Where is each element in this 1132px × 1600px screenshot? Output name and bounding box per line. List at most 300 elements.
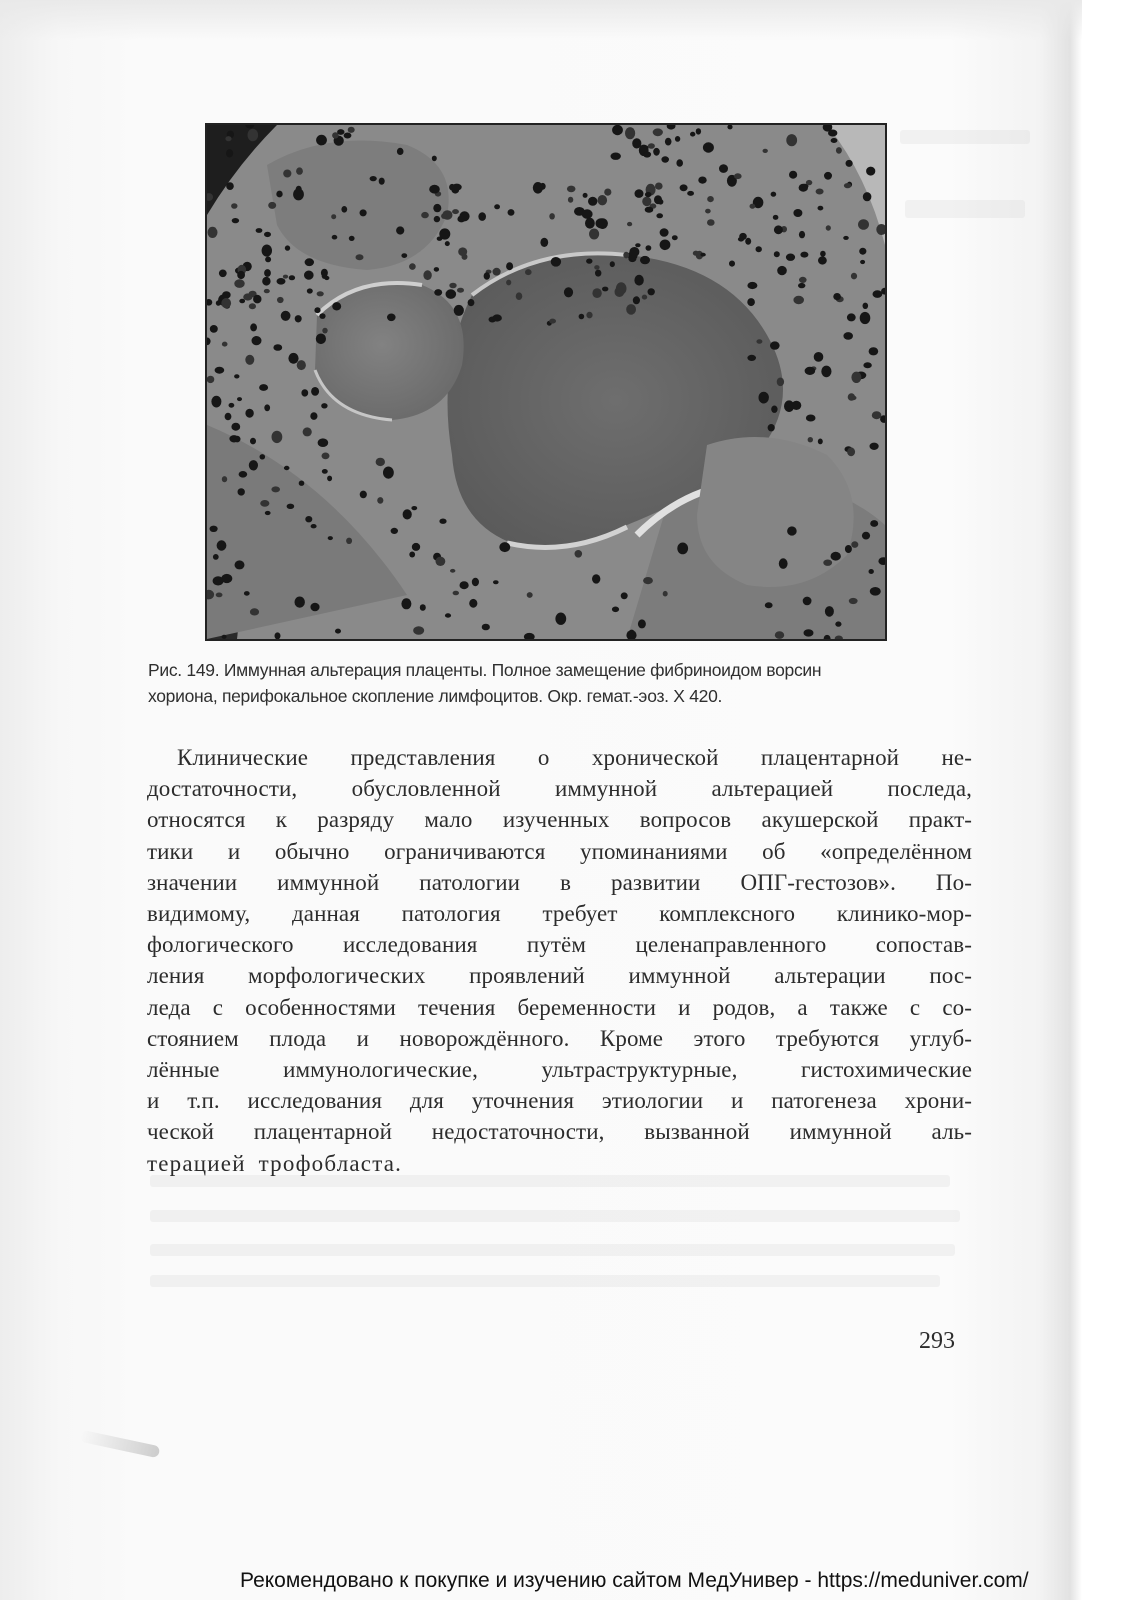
nucleus-mark	[675, 136, 680, 142]
nucleus-mark	[643, 145, 649, 150]
nucleus-mark	[770, 341, 780, 349]
nucleus-mark	[747, 282, 757, 289]
nucleus-mark	[872, 411, 882, 419]
nucleus-mark	[303, 427, 312, 436]
nucleus-mark	[525, 269, 532, 275]
nucleus-mark	[433, 204, 441, 212]
nucleus-mark	[803, 597, 812, 606]
nucleus-mark	[437, 237, 443, 241]
nucleus-mark	[264, 232, 271, 237]
nucleus-mark	[276, 191, 282, 198]
nucleus-mark	[469, 599, 477, 608]
nucleus-mark	[250, 608, 259, 615]
nucleus-mark	[508, 209, 515, 216]
nucleus-mark	[831, 552, 841, 561]
nucleus-mark	[729, 261, 735, 267]
nucleus-mark	[234, 374, 239, 378]
nucleus-mark	[360, 209, 367, 216]
nucleus-mark	[604, 189, 611, 196]
nucleus-mark	[506, 280, 511, 286]
nucleus-mark	[763, 149, 768, 153]
nucleus-mark	[655, 183, 663, 190]
nucleus-mark	[210, 526, 218, 532]
nucleus-mark	[273, 344, 282, 351]
nucleus-mark	[221, 298, 231, 308]
nucleus-mark	[301, 389, 308, 396]
nucleus-mark	[332, 235, 338, 240]
nucleus-mark	[232, 218, 239, 223]
text-line: достаточности, обусловленной иммунной альтерацией последа,	[147, 776, 972, 802]
nucleus-mark	[828, 130, 837, 137]
nucleus-mark	[705, 209, 711, 214]
nucleus-mark	[843, 236, 849, 240]
nucleus-mark	[264, 289, 270, 293]
nucleus-mark	[585, 218, 595, 229]
nucleus-mark	[250, 323, 257, 331]
nucleus-mark	[789, 171, 797, 179]
bleed-through	[150, 1275, 940, 1287]
nucleus-mark	[310, 412, 317, 420]
nucleus-mark	[262, 277, 270, 286]
nucleus-mark	[595, 270, 601, 277]
text-line: видимому, данная патология требует комплексного клинико-мор-	[147, 901, 972, 927]
nucleus-mark	[379, 178, 385, 185]
nucleus-mark	[260, 500, 269, 507]
nucleus-mark	[700, 253, 705, 257]
nucleus-mark	[243, 293, 252, 300]
nucleus-mark	[645, 192, 652, 197]
nucleus-mark	[634, 275, 643, 286]
nucleus-mark	[401, 253, 407, 258]
nucleus-mark	[457, 288, 464, 293]
nucleus-mark	[800, 252, 808, 258]
nucleus-mark	[478, 212, 486, 221]
nucleus-mark	[387, 314, 396, 322]
nucleus-mark	[862, 532, 870, 540]
nucleus-mark	[847, 313, 856, 321]
nucleus-mark	[825, 606, 834, 617]
nucleus-mark	[583, 193, 588, 198]
nucleus-mark	[484, 272, 490, 280]
nucleus-mark	[698, 177, 706, 184]
nucleus-mark	[588, 197, 597, 206]
nucleus-mark	[322, 328, 327, 334]
nucleus-mark	[449, 184, 455, 191]
nucleus-mark	[349, 236, 355, 241]
nucleus-mark	[845, 545, 852, 553]
nucleus-mark	[213, 576, 224, 585]
nucleus-mark	[295, 597, 305, 608]
nucleus-mark	[775, 631, 784, 639]
nucleus-mark	[756, 339, 762, 344]
nucleus-mark	[322, 273, 328, 279]
nucleus-mark	[239, 299, 245, 304]
nucleus-mark	[231, 203, 237, 209]
nucleus-mark	[707, 196, 714, 202]
nucleus-mark	[439, 519, 446, 524]
nucleus-mark	[759, 392, 769, 404]
nucleus-mark	[396, 226, 404, 234]
bleed-through	[905, 200, 1025, 218]
nucleus-mark	[734, 173, 742, 179]
nucleus-mark	[268, 202, 276, 209]
nucleus-mark	[219, 270, 227, 278]
nucleus-mark	[869, 569, 874, 574]
nucleus-mark	[589, 229, 599, 240]
micrograph-image	[207, 125, 885, 639]
nucleus-mark	[493, 268, 501, 276]
nucleus-mark	[635, 243, 640, 247]
nucleus-mark	[316, 334, 326, 345]
nucleus-mark	[281, 311, 291, 321]
nucleus-mark	[818, 206, 824, 211]
nucleus-mark	[851, 273, 857, 280]
nucleus-mark	[771, 192, 777, 197]
nucleus-mark	[217, 540, 227, 550]
nucleus-mark	[348, 127, 355, 133]
nucleus-mark	[341, 206, 347, 213]
nucleus-mark	[849, 598, 858, 604]
nucleus-mark	[629, 247, 639, 257]
nucleus-mark	[863, 362, 871, 368]
nucleus-mark	[409, 263, 416, 270]
nucleus-mark	[579, 314, 585, 320]
nucleus-mark	[283, 170, 291, 178]
nucleus-mark	[450, 569, 455, 573]
page-number: 293	[919, 1328, 955, 1354]
nucleus-mark	[680, 184, 688, 191]
nucleus-mark	[210, 325, 218, 333]
nucleus-mark	[844, 183, 851, 188]
text-line: терацией трофобласта.	[147, 1150, 403, 1176]
nucleus-mark	[391, 528, 398, 534]
nucleus-mark	[549, 319, 556, 324]
nucleus-mark	[831, 138, 838, 143]
nucleus-mark	[331, 214, 336, 219]
nucleus-mark	[516, 292, 523, 300]
nucleus-mark	[610, 261, 615, 267]
nucleus-mark	[779, 558, 788, 569]
nucleus-mark	[272, 431, 283, 443]
nucleus-mark	[248, 129, 259, 142]
nucleus-mark	[846, 160, 853, 167]
nucleus-mark	[747, 298, 755, 306]
nucleus-mark	[719, 164, 728, 173]
nucleus-mark	[793, 296, 804, 304]
nucleus-mark	[215, 367, 225, 374]
nucleus-mark	[411, 506, 417, 510]
nucleus-mark	[756, 246, 762, 252]
nucleus-mark	[499, 542, 510, 552]
nucleus-mark	[413, 626, 424, 635]
nucleus-mark	[250, 438, 256, 445]
nucleus-mark	[288, 353, 298, 364]
nucleus-mark	[843, 332, 853, 340]
nucleus-mark	[594, 265, 599, 270]
nucleus-mark	[568, 197, 573, 203]
nucleus-mark	[284, 466, 290, 470]
nucleus-mark	[818, 256, 827, 264]
nucleus-mark	[786, 254, 795, 261]
nucleus-mark	[277, 278, 286, 285]
text-line: стоянием плода и новорождённого. Кроме этого требуются углуб-	[147, 1025, 972, 1051]
nucleus-mark	[648, 143, 655, 149]
nucleus-mark	[793, 209, 802, 217]
nucleus-mark	[739, 233, 747, 240]
nucleus-mark	[264, 404, 270, 411]
nucleus-mark	[383, 467, 394, 479]
nucleus-mark	[401, 598, 411, 609]
nucleus-mark	[277, 297, 284, 303]
nucleus-mark	[346, 538, 352, 544]
nucleus-mark	[640, 256, 650, 264]
nucleus-mark	[493, 580, 499, 584]
nucleus-mark	[774, 251, 780, 257]
nucleus-mark	[633, 296, 640, 304]
nucleus-mark	[403, 509, 412, 519]
nucleus-mark	[293, 188, 304, 200]
nucleus-mark	[555, 613, 566, 625]
nucleus-mark	[259, 384, 268, 391]
nucleus-mark	[858, 219, 869, 230]
scan-smudge	[80, 1430, 161, 1458]
nucleus-mark	[216, 593, 223, 598]
nucleus-mark	[703, 142, 714, 152]
nucleus-mark	[665, 138, 672, 146]
nucleus-mark	[768, 424, 775, 431]
nucleus-mark	[773, 215, 779, 220]
nucleus-mark	[489, 317, 497, 323]
nucleus-mark	[344, 133, 352, 139]
nucleus-mark	[750, 204, 756, 209]
nucleus-mark	[851, 541, 858, 548]
nucleus-mark	[627, 222, 632, 226]
nucleus-mark	[446, 289, 457, 299]
nucleus-mark	[265, 511, 271, 515]
nucleus-mark	[454, 305, 464, 316]
nucleus-mark	[653, 148, 660, 156]
nucleus-mark	[642, 295, 647, 300]
nucleus-mark	[397, 148, 404, 155]
bleed-through	[900, 130, 1030, 144]
nucleus-mark	[229, 435, 238, 442]
nucleus-mark	[249, 460, 258, 470]
nucleus-mark	[836, 147, 842, 154]
nucleus-mark	[586, 312, 592, 319]
nucleus-mark	[707, 219, 715, 226]
nucleus-mark	[211, 396, 221, 408]
nucleus-mark	[676, 159, 683, 167]
nucleus-mark	[420, 604, 426, 611]
nucleus-mark	[564, 287, 573, 297]
nucleus-mark	[870, 443, 879, 450]
nucleus-mark	[421, 212, 429, 218]
nucleus-mark	[453, 591, 459, 596]
nucleus-mark	[787, 526, 797, 535]
nucleus-mark	[823, 560, 832, 566]
nucleus-mark	[423, 270, 431, 280]
nucleus-mark	[335, 629, 341, 634]
nucleus-mark	[460, 581, 469, 589]
bleed-through	[150, 1244, 955, 1256]
nucleus-mark	[265, 257, 271, 263]
nucleus-mark	[826, 225, 831, 230]
nucleus-mark	[328, 536, 333, 540]
nucleus-mark	[225, 413, 232, 420]
nucleus-mark	[222, 476, 227, 482]
histology-micrograph	[205, 123, 887, 641]
nucleus-mark	[237, 271, 245, 279]
nucleus-mark	[337, 129, 344, 135]
nucleus-mark	[208, 227, 218, 238]
nucleus-mark	[252, 336, 262, 345]
nucleus-mark	[360, 491, 367, 499]
nucleus-mark	[567, 186, 576, 193]
nucleus-mark	[264, 269, 271, 277]
nucleus-mark	[623, 252, 629, 259]
nucleus-mark	[860, 312, 871, 324]
nucleus-mark	[805, 367, 816, 375]
nucleus-mark	[672, 235, 678, 240]
nucleus-mark	[612, 607, 619, 613]
nucleus-mark	[370, 176, 377, 181]
nucleus-mark	[271, 486, 280, 492]
nucleus-mark	[436, 557, 446, 566]
nucleus-mark	[635, 189, 644, 198]
nucleus-mark	[441, 213, 447, 219]
nucleus-mark	[660, 240, 671, 251]
nucleus-mark	[870, 520, 878, 527]
nucleus-mark	[289, 275, 295, 280]
nucleus-mark	[234, 279, 244, 288]
nucleus-mark	[808, 437, 813, 442]
nucleus-mark	[256, 228, 263, 233]
nucleus-mark	[305, 516, 312, 522]
nucleus-mark	[434, 267, 439, 272]
text-line: фологического исследования путём целенаправленного сопостав-	[147, 932, 972, 958]
caption-line: Рис. 149. Иммунная альтерация плаценты. Полное замещение фибриноидом ворсин	[148, 660, 822, 680]
nucleus-mark	[833, 293, 841, 300]
nucleus-mark	[643, 577, 653, 584]
nucleus-mark	[626, 304, 636, 315]
body-paragraph	[147, 742, 972, 1179]
nucleus-mark	[321, 403, 327, 408]
nucleus-mark	[287, 504, 295, 509]
nucleus-mark	[237, 397, 242, 401]
nucleus-mark	[457, 216, 465, 223]
nucleus-mark	[229, 403, 235, 408]
nucleus-mark	[409, 552, 415, 558]
nucleus-mark	[799, 277, 807, 283]
nucleus-mark	[377, 497, 383, 504]
nucleus-mark	[310, 603, 319, 612]
nucleus-mark	[777, 266, 787, 275]
nucleus-mark	[283, 275, 288, 279]
nucleus-mark	[225, 136, 231, 141]
nucleus-mark	[851, 372, 861, 383]
nucleus-mark	[816, 189, 824, 195]
nucleus-mark	[260, 454, 266, 459]
nucleus-mark	[249, 303, 256, 309]
nucleus-mark	[656, 213, 663, 218]
nucleus-mark	[628, 256, 636, 262]
nucleus-mark	[231, 423, 240, 431]
nucleus-mark	[452, 209, 459, 214]
nucleus-mark	[798, 283, 805, 288]
nucleus-mark	[616, 282, 627, 294]
text-line: значении иммунной патологии в развитии ОПГ-гестозов». По-	[147, 869, 972, 895]
nucleus-mark	[824, 172, 832, 180]
nucleus-mark	[307, 288, 313, 293]
nucleus-mark	[677, 543, 688, 555]
nucleus-mark	[612, 125, 623, 135]
nucleus-mark	[235, 560, 245, 569]
nucleus-mark	[696, 128, 701, 134]
text-line: относятся к разряду мало изученных вопросов акушерской практ-	[147, 807, 972, 833]
nucleus-mark	[774, 225, 783, 234]
nucleus-mark	[661, 156, 669, 162]
text-line: ления морфологических проявлений иммунной альтерации пос-	[147, 963, 972, 989]
nucleus-mark	[285, 245, 290, 250]
nucleus-mark	[213, 554, 219, 560]
nucleus-mark	[458, 247, 467, 256]
nucleus-mark	[356, 254, 364, 260]
bleed-through	[150, 1210, 960, 1222]
nucleus-mark	[646, 245, 652, 251]
nucleus-mark	[314, 307, 320, 313]
nucleus-mark	[611, 153, 621, 160]
nucleus-mark	[632, 138, 641, 148]
nucleus-mark	[432, 156, 437, 162]
nucleus-mark	[847, 447, 855, 456]
nucleus-mark	[806, 415, 816, 422]
nucleus-mark	[318, 438, 329, 447]
nucleus-mark	[434, 216, 440, 222]
nucleus-mark	[687, 191, 694, 196]
nucleus-mark	[527, 592, 533, 598]
nucleus-mark	[784, 400, 794, 412]
nucleus-mark	[575, 550, 583, 558]
nucleus-mark	[296, 167, 303, 174]
nucleus-mark	[863, 303, 869, 309]
caption-line: хориона, перифокальное скопление лимфоцитов. Окр. гемат.-эоз. Х 420.	[148, 686, 723, 706]
figure-caption	[148, 657, 968, 709]
nucleus-mark	[777, 378, 784, 387]
nucleus-mark	[745, 238, 751, 245]
nucleus-mark	[645, 207, 654, 213]
nucleus-mark	[804, 629, 814, 636]
nucleus-mark	[663, 591, 668, 597]
nucleus-mark	[863, 192, 872, 201]
nucleus-mark	[445, 241, 450, 246]
nucleus-mark	[332, 302, 341, 310]
nucleus-mark	[295, 315, 302, 322]
nucleus-mark	[305, 258, 314, 266]
nucleus-mark	[449, 283, 456, 289]
nucleus-mark	[638, 619, 646, 628]
nucleus-mark	[299, 481, 305, 486]
text-line: леда с особенностями течения беременности и родов, а также с со-	[147, 994, 972, 1020]
text-line: и т.п. исследования для уточнения этиологии и патогенеза хрони-	[147, 1088, 972, 1114]
nucleus-mark	[245, 409, 253, 418]
scan-shadow	[0, 0, 1082, 40]
nucleus-mark	[551, 257, 561, 267]
nucleus-mark	[207, 376, 214, 383]
nucleus-mark	[643, 151, 651, 157]
nucleus-mark	[586, 259, 592, 264]
nucleus-mark	[592, 574, 600, 583]
nucleus-mark	[870, 587, 881, 596]
